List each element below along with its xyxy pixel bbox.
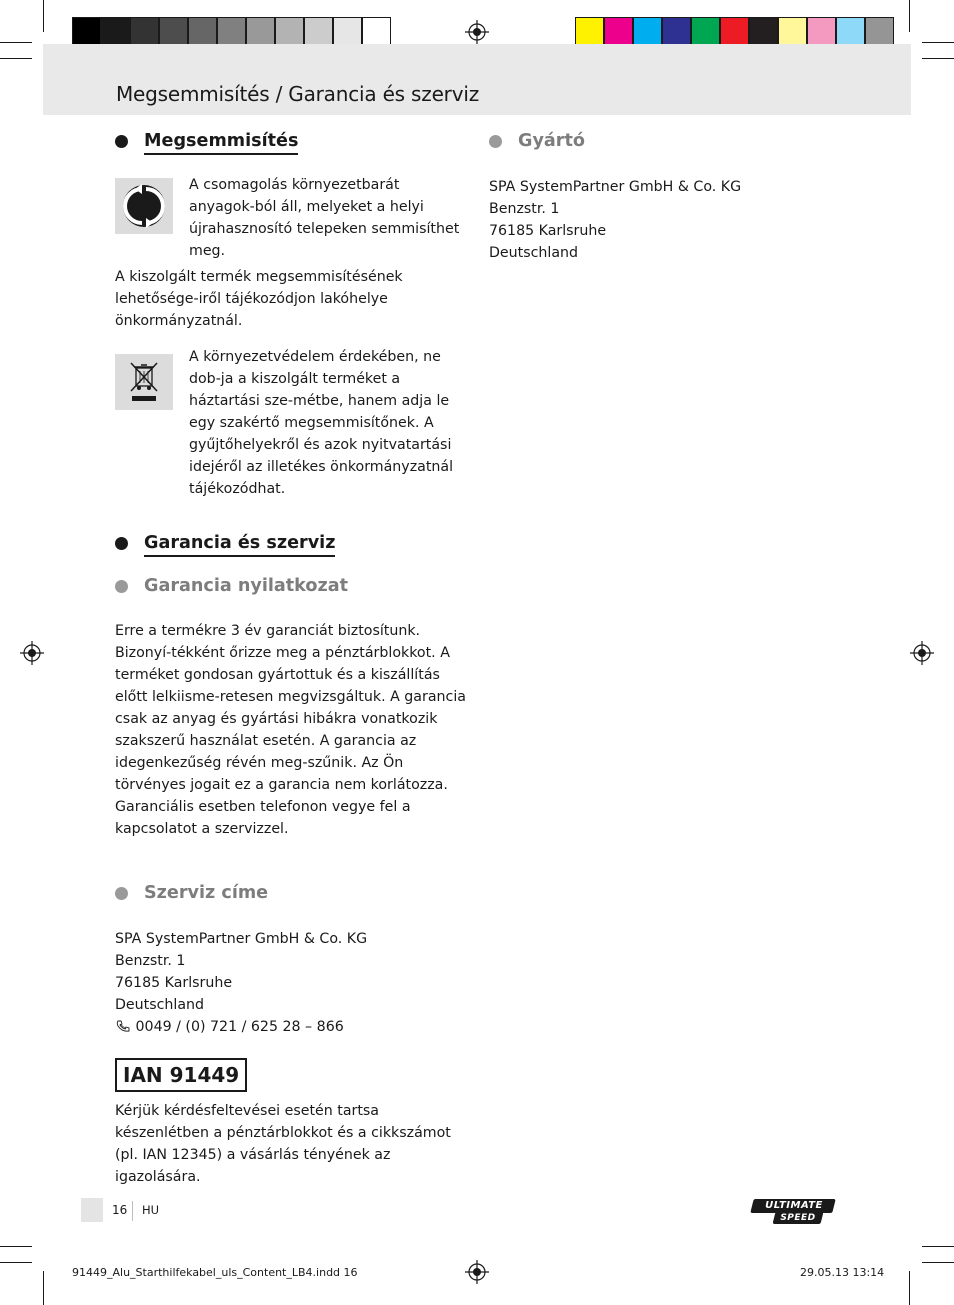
grey-swatch	[304, 17, 333, 46]
footer-divider	[132, 1201, 133, 1221]
grey-swatch	[275, 17, 304, 46]
color-swatch	[778, 17, 807, 46]
right-column	[489, 130, 841, 264]
color-swatch	[720, 17, 749, 46]
color-swatch	[633, 17, 662, 46]
phone-line: 0049 / (0) 721 / 625 28 – 866	[115, 1016, 467, 1038]
bullet-dot	[115, 135, 128, 148]
address-line: Benzstr. 1	[489, 201, 560, 217]
address-line: SPA SystemPartner GmbH & Co. KG	[115, 931, 368, 947]
disposal-heading: Megsemmisítés	[115, 130, 467, 152]
address-line: Deutschland	[115, 997, 205, 1013]
left-column	[115, 130, 467, 1188]
address-line: 76185 Karlsruhe	[489, 223, 607, 239]
registration-mark-icon	[910, 641, 934, 665]
ian-box-wrap	[115, 1058, 467, 1092]
grey-swatch	[362, 17, 391, 46]
ian-note: Kérjük kérdésfeltevései esetén tartsa készenlétben a pénztárblokkot és a cikkszámot (pl. IAN 12345) a vásárlás tényének az igazolására.	[115, 1103, 451, 1185]
slug-filename: 91449_Alu_Starthilfekabel_uls_Content_LB4.indd 16	[72, 1266, 358, 1279]
bullet-dot	[115, 537, 128, 550]
grey-calibration-strip	[72, 17, 391, 46]
language-code: HU	[142, 1203, 160, 1217]
address-line: Deutschland	[489, 245, 579, 261]
weee-text: A környezetvédelem érdekében, ne dob-ja a kiszolgált terméket a háztartási sze-métbe, hanem adja le egy szakértő megsemmisítőnek. A gyűjtőhelyekről és azok nyitvatartási idejéről az illetékes önkormányzatnál tájékozódhat.	[189, 349, 454, 497]
grey-swatch	[333, 17, 362, 46]
ian-label: IAN 91449	[115, 1058, 247, 1092]
weee-block	[115, 348, 467, 497]
brand-line-2: SPEED	[780, 1213, 816, 1223]
service-address	[115, 928, 467, 1038]
page-title: Megsemmisítés / Garancia és szerviz	[116, 82, 479, 106]
registration-mark-icon	[20, 641, 44, 665]
registration-mark-icon	[465, 20, 489, 44]
ultimate-speed-logo	[752, 1199, 840, 1227]
address-line: SPA SystemPartner GmbH & Co. KG	[489, 179, 742, 195]
service-address-heading: Szerviz címe	[115, 882, 467, 904]
address-line: 76185 Karlsruhe	[115, 975, 233, 991]
green-dot-recycle-icon	[115, 178, 173, 234]
address-line: Benzstr. 1	[115, 953, 186, 969]
manufacturer-heading: Gyártó	[489, 130, 841, 152]
warranty-heading: Garancia és szerviz	[115, 532, 467, 554]
registration-mark-icon	[465, 1260, 489, 1284]
brand-line-1: ULTIMATE	[765, 1200, 823, 1211]
bullet-dot	[489, 135, 502, 148]
color-swatch	[662, 17, 691, 46]
process-color-strip	[575, 17, 894, 46]
crossed-bin-icon	[115, 354, 173, 410]
slug-date: 29.05.13 13:14	[800, 1266, 885, 1279]
grey-swatch	[72, 17, 101, 46]
color-swatch	[749, 17, 778, 46]
page-number-box	[81, 1198, 103, 1222]
grey-swatch	[159, 17, 188, 46]
color-swatch	[575, 17, 604, 46]
packaging-block	[115, 177, 467, 259]
color-swatch	[836, 17, 865, 46]
page-number: 16	[112, 1203, 128, 1217]
municipality-text: A kiszolgált termék megsemmisítésének lehetősége-iről tájékozódjon lakóhelye önkormányzatnál.	[115, 269, 403, 329]
grey-swatch	[130, 17, 159, 46]
grey-swatch	[246, 17, 275, 46]
grey-swatch	[188, 17, 217, 46]
bullet-dot	[115, 580, 128, 593]
grey-swatch	[101, 17, 130, 46]
manufacturer-address	[489, 176, 841, 264]
color-swatch	[691, 17, 720, 46]
color-swatch	[865, 17, 894, 46]
phone-icon	[115, 1019, 131, 1033]
warranty-statement-text: Erre a termékre 3 év garanciát biztosítunk. Bizonyí-tékként őrizze meg a pénztárblokkot. A terméket gondosan gyártottuk és a kiszállítás előtt lelkiisme-retesen megvizsgáltuk. A garancia csak az anyag és gyártási hibákra vonatkozik szakszerű használat esetén. A garancia az idegenkezűség révén meg-szűnik. Az Ön törvényes jogait ez a garancia nem korlátozza. Garanciális esetben telefonon vegye fel a kapcsolatot a szervizzel.	[115, 623, 466, 837]
warranty-statement-heading: Garancia nyilatkozat	[115, 575, 467, 597]
color-swatch	[604, 17, 633, 46]
color-swatch	[807, 17, 836, 46]
grey-swatch	[217, 17, 246, 46]
bullet-dot	[115, 887, 128, 900]
packaging-text: A csomagolás környezetbarát anyagok-ból áll, melyeket a helyi újrahasznosító telepeken semmisíthet meg.	[189, 177, 460, 259]
